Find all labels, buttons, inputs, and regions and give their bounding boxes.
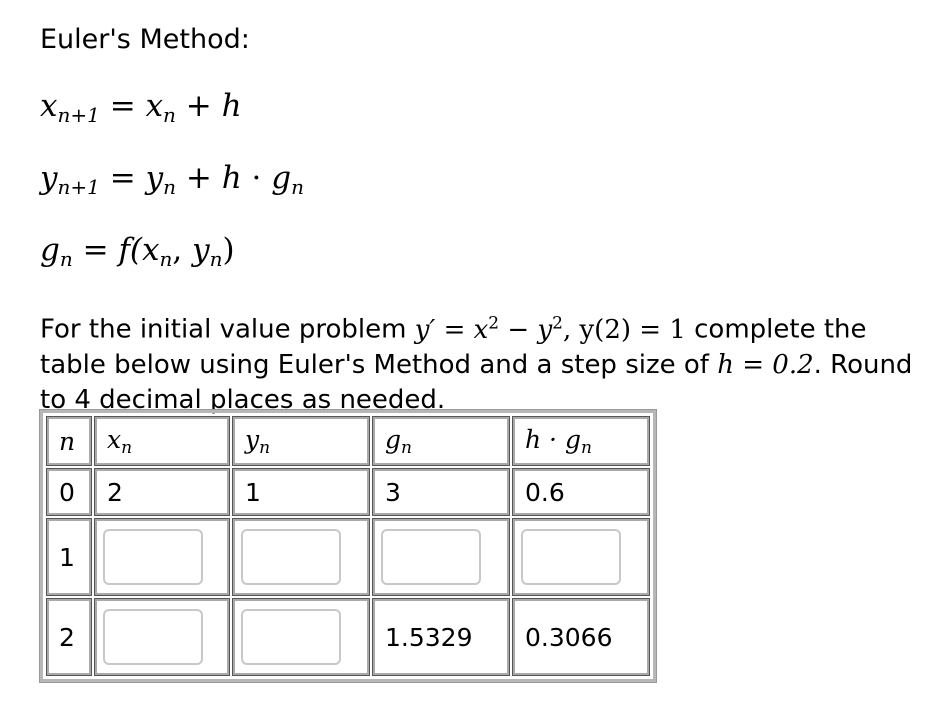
cell-gn [373, 519, 509, 595]
cell-yn [233, 599, 369, 675]
cell-h-gn: 0.3066 [513, 599, 649, 675]
header-n: n [47, 417, 91, 465]
g1-input[interactable] [381, 529, 481, 585]
formula-g-def: $g_n = f(x_n$, $y_n$) [40, 232, 235, 271]
formula-x-next: $x_{n+1} = x_n + h$ [40, 88, 242, 127]
cell-yn: 1 [233, 469, 369, 515]
table-row [47, 599, 649, 675]
cell-xn: 2 [95, 469, 229, 515]
formula-y-next: $y_{n+1} = y_n + h \cdot g_n$ [40, 160, 304, 199]
cell-xn [95, 599, 229, 675]
y1-input[interactable] [241, 529, 341, 585]
hg1-input[interactable] [521, 529, 621, 585]
cell-n: 1 [47, 519, 91, 595]
cell-yn [233, 519, 369, 595]
table-row [47, 519, 649, 595]
page-title: Euler's Method: [40, 24, 250, 55]
cell-gn: 1.5329 [373, 599, 509, 675]
header-xn: $x_n$ [95, 417, 229, 465]
x2-input[interactable] [103, 609, 203, 665]
header-h-gn: $h \cdot g_n$ [513, 417, 649, 465]
cell-xn [95, 519, 229, 595]
x1-input[interactable] [103, 529, 203, 585]
cell-h-gn: 0.6 [513, 469, 649, 515]
cell-h-gn [513, 519, 649, 595]
cell-gn: 3 [373, 469, 509, 515]
problem-statement: For the initial value problem $y' = x^2 - y^2$, y(2) = 1 complete the table below using Euler's Method and a step size of h = 0.2. Round to 4 decimal places as needed. [40, 313, 913, 415]
y2-input[interactable] [241, 609, 341, 665]
header-yn: $y_n$ [233, 417, 369, 465]
header-gn: $g_n$ [373, 417, 509, 465]
cell-n: 2 [47, 599, 91, 675]
cell-n: 0 [47, 469, 91, 515]
table-header-row [47, 417, 649, 465]
euler-table [40, 410, 656, 682]
table-row [47, 469, 649, 515]
